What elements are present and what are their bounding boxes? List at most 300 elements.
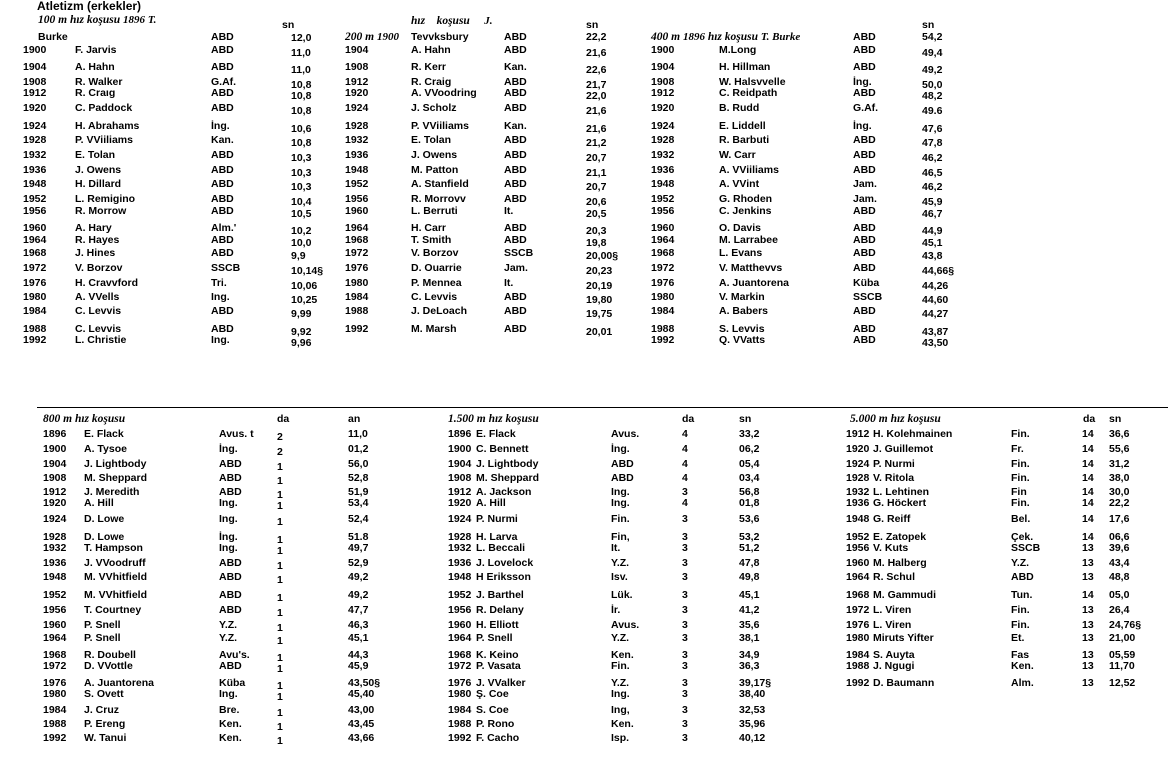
row-athlete: T. Hampson [84, 542, 143, 554]
row-athlete: G. Reiff [873, 513, 911, 525]
row-year: 1904 [345, 44, 369, 56]
row-seconds: 22,2 [1109, 497, 1130, 509]
row-minutes: 3 [682, 660, 688, 672]
row-year: 1968 [345, 234, 369, 246]
row-country: ABD [504, 87, 527, 99]
row-country: ABD [211, 149, 234, 161]
row-year: 1908 [651, 76, 675, 88]
row-athlete: E. Zatopek [873, 531, 927, 543]
row-country: ABD [853, 222, 876, 234]
row-country: Fin. [1011, 458, 1030, 470]
row-year: 1924 [345, 102, 369, 114]
row-year: 1924 [43, 513, 67, 525]
row-minutes: 1 [277, 574, 283, 586]
row-year: 1984 [651, 305, 675, 317]
row-year: 1956 [23, 205, 47, 217]
row-country: Ken. [611, 718, 634, 730]
row-athlete: V. Ritola [873, 472, 915, 484]
row-athlete: D. Lowe [84, 531, 125, 543]
first-value: 12,0 [291, 32, 312, 44]
row-country: G.Af. [853, 102, 879, 114]
row-athlete: H. Elliott [476, 619, 519, 631]
row-year: 1972 [43, 660, 67, 672]
row-country: Tun. [1011, 589, 1033, 601]
row-year: 1964 [846, 571, 870, 583]
row-athlete: A. Hill [84, 497, 114, 509]
row-year: 1932 [651, 149, 675, 161]
row-country: Alm. [1011, 677, 1034, 689]
row-time: 10,8 [291, 137, 312, 149]
row-country: ABD [219, 571, 242, 583]
row-time: 10,0 [291, 237, 312, 249]
row-time: 49,4 [922, 47, 943, 59]
first-country: ABD [504, 31, 527, 43]
row-minutes: 4 [682, 428, 688, 440]
row-country: Ing. [219, 688, 238, 700]
row-athlete: E. Flack [476, 428, 516, 440]
row-seconds: 52,8 [348, 472, 369, 484]
row-seconds: 51,2 [739, 542, 760, 554]
row-year: 1912 [448, 486, 472, 498]
row-athlete: E. Tolan [75, 149, 116, 161]
row-minutes: 1 [277, 707, 283, 719]
row-time: 45,1 [922, 237, 943, 249]
row-athlete: A. Juantorena [719, 277, 790, 289]
row-athlete: L. Evans [719, 247, 763, 259]
row-year: 1928 [345, 120, 369, 132]
row-minutes: 13 [1082, 571, 1094, 583]
row-country: ABD [504, 134, 527, 146]
row-time: 50,0 [922, 79, 943, 91]
section-heading-1500m: 1.500 m hız koşusu [448, 413, 539, 425]
row-athlete: P. Ereng [84, 718, 126, 730]
row-minutes: 3 [682, 571, 688, 583]
row-country: Ing, [611, 704, 630, 716]
row-athlete: D. Lowe [84, 513, 125, 525]
row-country: ABD [853, 44, 876, 56]
row-country: ABD [219, 486, 242, 498]
row-seconds: 38,0 [1109, 472, 1130, 484]
row-athlete: P. Snell [476, 632, 513, 644]
row-year: 1992 [23, 334, 47, 346]
row-minutes: 1 [277, 500, 283, 512]
row-athlete: Ş. Coe [476, 688, 509, 700]
row-seconds: 21,00 [1109, 632, 1136, 644]
unit-label-an: an [348, 413, 361, 425]
row-time: 20,7 [586, 181, 607, 193]
row-year: 1988 [43, 718, 67, 730]
row-athlete: M. Marsh [411, 323, 457, 335]
row-seconds: 49,8 [739, 571, 760, 583]
row-seconds: 36,3 [739, 660, 760, 672]
row-minutes: 1 [277, 691, 283, 703]
page-title: Atletizm (erkekler) [37, 0, 142, 13]
row-country: Jam. [853, 178, 877, 190]
row-country: Fin. [611, 513, 630, 525]
row-seconds: 35,6 [739, 619, 760, 631]
row-country: Avus. t [219, 428, 254, 440]
row-athlete: H. Dillard [75, 178, 122, 190]
row-year: 1968 [448, 649, 472, 661]
row-athlete: P. Mennea [411, 277, 462, 289]
row-seconds: 44,3 [348, 649, 369, 661]
row-year: 1924 [651, 120, 675, 132]
row-year: 1964 [23, 234, 47, 246]
row-time: 22,6 [586, 64, 607, 76]
row-minutes: 1 [277, 721, 283, 733]
row-seconds: 06,6 [1109, 531, 1130, 543]
row-seconds: 45,1 [348, 632, 369, 644]
row-country: It. [504, 277, 514, 289]
first-name-cont: Burke [38, 31, 68, 43]
row-country: Ken. [219, 732, 242, 744]
row-year: 1960 [43, 619, 67, 631]
row-year: 1952 [651, 193, 675, 205]
row-minutes: 14 [1082, 486, 1094, 498]
row-time: 20,3 [586, 225, 607, 237]
row-seconds: 05,4 [739, 458, 760, 470]
section-divider [37, 407, 1168, 408]
row-athlete: M. VVhitfield [84, 589, 147, 601]
row-year: 1948 [345, 164, 369, 176]
row-country: İng. [853, 76, 872, 88]
row-minutes: 3 [682, 688, 688, 700]
row-seconds: 52,9 [348, 557, 369, 569]
row-minutes: 3 [682, 604, 688, 616]
unit-label-sn: sn [1109, 413, 1122, 425]
heading-mid: hız [411, 15, 426, 27]
row-seconds: 52,4 [348, 513, 369, 525]
row-minutes: 1 [277, 516, 283, 528]
row-country: Ken. [1011, 660, 1034, 672]
row-country: Fin. [1011, 497, 1030, 509]
row-year: 1976 [345, 262, 369, 274]
row-time: 44,9 [922, 225, 943, 237]
row-athlete: C. Reidpath [719, 87, 778, 99]
row-country: ABD [211, 193, 234, 205]
row-athlete: L. Beccali [476, 542, 526, 554]
row-minutes: 13 [1082, 619, 1094, 631]
row-time: 46,7 [922, 208, 943, 220]
row-year: 1908 [43, 472, 67, 484]
row-seconds: 26,4 [1109, 604, 1130, 616]
row-country: İng. [219, 531, 238, 543]
row-country: ABD [611, 458, 634, 470]
row-country: ABD [211, 234, 234, 246]
heading-text: 400 m [651, 31, 681, 43]
row-seconds: 40,12 [739, 732, 766, 744]
row-athlete: L. Viren [873, 619, 912, 631]
row-time: 10,14§ [291, 265, 324, 277]
row-minutes: 13 [1082, 632, 1094, 644]
row-athlete: L. Viren [873, 604, 912, 616]
row-country: ABD [219, 557, 242, 569]
row-country: ABD [211, 87, 234, 99]
section-heading-800m: 800 m hız koşusu [43, 413, 126, 425]
row-time: 46,2 [922, 152, 943, 164]
row-year: 1904 [43, 458, 67, 470]
row-athlete: R. Delany [476, 604, 524, 616]
row-athlete: H. Hillman [719, 61, 771, 73]
row-year: 1948 [651, 178, 675, 190]
row-country: Fr. [1011, 443, 1024, 455]
row-athlete: M. Halberg [873, 557, 927, 569]
row-athlete: C. Levvis [75, 323, 122, 335]
row-country: ABD [219, 660, 242, 672]
row-year: 1968 [846, 589, 870, 601]
row-seconds: 53,6 [739, 513, 760, 525]
row-year: 1956 [345, 193, 369, 205]
row-year: 1904 [448, 458, 472, 470]
row-athlete: D. Baumann [873, 677, 935, 689]
row-country: SSCB [504, 247, 534, 259]
row-country: ABD [211, 61, 234, 73]
first-name: T. Burke [760, 31, 801, 43]
row-country: ABD [211, 247, 234, 259]
row-country: Bel. [1011, 513, 1031, 525]
row-athlete: S. Auyta [873, 649, 915, 661]
row-athlete: V. Matthevvs [719, 262, 783, 274]
row-year: 1980 [651, 291, 675, 303]
row-country: Ken. [611, 649, 634, 661]
row-year: 1992 [345, 323, 369, 335]
row-minutes: 1 [277, 475, 283, 487]
row-time: 10,8 [291, 79, 312, 91]
row-athlete: M. Sheppard [84, 472, 148, 484]
row-year: 1928 [23, 134, 47, 146]
row-seconds: 01,2 [348, 443, 369, 455]
row-athlete: J. Lovelock [476, 557, 534, 569]
row-seconds: 49,2 [348, 589, 369, 601]
row-country: ABD [504, 178, 527, 190]
row-minutes: 3 [682, 557, 688, 569]
row-year: 1932 [345, 134, 369, 146]
row-year: 1952 [43, 589, 67, 601]
row-athlete: C. Bennett [476, 443, 529, 455]
row-minutes: 14 [1082, 443, 1094, 455]
row-time: 10,06 [291, 280, 318, 292]
row-time: 48,2 [922, 90, 943, 102]
row-athlete: F. Jarvis [75, 44, 117, 56]
row-country: ABD [219, 472, 242, 484]
row-minutes: 4 [682, 472, 688, 484]
row-minutes: 3 [682, 718, 688, 730]
row-year: 1952 [448, 589, 472, 601]
row-country: ABD [211, 44, 234, 56]
row-athlete: D. Ouarrie [411, 262, 462, 274]
row-minutes: 3 [682, 531, 688, 543]
row-seconds: 24,76§ [1109, 619, 1142, 631]
row-time: 11,0 [291, 47, 311, 59]
row-minutes: 1 [277, 680, 283, 692]
unit-label-da: da [682, 413, 695, 425]
row-country: ABD [504, 102, 527, 114]
row-minutes: 1 [277, 461, 283, 473]
row-year: 1920 [43, 497, 67, 509]
row-athlete: R. Doubell [84, 649, 136, 661]
row-year: 1904 [651, 61, 675, 73]
row-time: 44,27 [922, 308, 949, 320]
row-athlete: S. Coe [476, 704, 509, 716]
row-minutes: 1 [277, 652, 283, 664]
row-country: ABD [504, 149, 527, 161]
section-heading-100m [38, 14, 156, 26]
row-year: 1984 [846, 649, 870, 661]
row-time: 20,7 [586, 152, 607, 164]
row-country: ABD [853, 247, 876, 259]
row-year: 1900 [651, 44, 675, 56]
row-time: 43,8 [922, 250, 943, 262]
row-seconds: 39,6 [1109, 542, 1130, 554]
row-athlete: A. Hahn [411, 44, 451, 56]
row-athlete: S. Levvis [719, 323, 765, 335]
first-value: 54,2 [922, 31, 943, 43]
row-country: Kan. [504, 61, 527, 73]
row-year: 1956 [448, 604, 472, 616]
row-athlete: V. Borzov [75, 262, 123, 274]
row-seconds: 35,96 [739, 718, 766, 730]
row-year: 1936 [448, 557, 472, 569]
row-minutes: 4 [682, 443, 688, 455]
row-year: 1952 [345, 178, 369, 190]
row-athlete: R. Kerr [411, 61, 447, 73]
row-year: 1976 [846, 619, 870, 631]
heading-mid: hız koşusu [707, 31, 759, 43]
row-year: 1960 [448, 619, 472, 631]
row-athlete: J. DeLoach [411, 305, 468, 317]
row-athlete: W. Carr [719, 149, 756, 161]
unit-label: sn [586, 19, 599, 31]
row-minutes: 1 [277, 592, 283, 604]
row-athlete: G. Rhoden [719, 193, 773, 205]
row-year: 1936 [23, 164, 47, 176]
row-athlete: R. Craig [411, 76, 452, 88]
row-time: 21,7 [586, 79, 607, 91]
row-year: 1936 [846, 497, 870, 509]
row-athlete: J. Cruz [84, 704, 120, 716]
row-country: ABD [211, 305, 234, 317]
row-athlete: W. Tanui [84, 732, 127, 744]
row-athlete: E. Liddell [719, 120, 766, 132]
row-athlete: P. Snell [84, 632, 121, 644]
row-country: ABD [853, 334, 876, 346]
row-year: 1988 [651, 323, 675, 335]
row-year: 1936 [345, 149, 369, 161]
row-year: 1952 [846, 531, 870, 543]
row-country: Fas [1011, 649, 1030, 661]
row-country: Ing. [211, 291, 230, 303]
row-country: ABD [219, 604, 242, 616]
row-country: Fin. [1011, 428, 1030, 440]
heading-mid2: koşusu [436, 15, 470, 27]
row-athlete: R. Morrovv [411, 193, 466, 205]
row-country: ABD [211, 323, 234, 335]
row-time: 20,6 [586, 196, 607, 208]
row-country: ABD [1011, 571, 1034, 583]
row-athlete: L. Lehtinen [873, 486, 929, 498]
first-value: 22,2 [586, 31, 607, 43]
row-country: ABD [853, 149, 876, 161]
row-athlete: M. Gammudi [873, 589, 937, 601]
row-time: 44,66§ [922, 265, 955, 277]
row-country: ABD [211, 178, 234, 190]
row-year: 1976 [23, 277, 47, 289]
row-minutes: 1 [277, 489, 283, 501]
row-seconds: 43,50§ [348, 677, 381, 689]
row-minutes: 2 [277, 446, 283, 458]
row-athlete: H. Larva [476, 531, 518, 543]
row-seconds: 55,6 [1109, 443, 1130, 455]
row-minutes: 14 [1082, 472, 1094, 484]
row-athlete: J. Barthel [476, 589, 524, 601]
row-country: ABD [219, 458, 242, 470]
row-time: 46,2 [922, 181, 943, 193]
row-athlete: A. Jackson [476, 486, 532, 498]
row-athlete: P. Vasata [476, 660, 521, 672]
row-year: 1976 [651, 277, 675, 289]
row-seconds: 39,17§ [739, 677, 772, 689]
row-year: 1900 [23, 44, 47, 56]
row-minutes: 14 [1082, 497, 1094, 509]
heading-text: 200 m [345, 31, 375, 43]
row-year: 1968 [651, 247, 675, 259]
row-year: 1912 [651, 87, 675, 99]
row-country: Isv. [611, 571, 628, 583]
row-time: 49,2 [922, 64, 943, 76]
row-athlete: A. Stanfield [411, 178, 469, 190]
row-time: 10,25 [291, 294, 318, 306]
row-seconds: 38,40 [739, 688, 766, 700]
row-athlete: P. Nurmi [476, 513, 518, 525]
row-minutes: 1 [277, 622, 283, 634]
row-time: 19,80 [586, 294, 613, 306]
row-country: ABD [853, 234, 876, 246]
section-heading-400m [651, 31, 800, 43]
row-seconds: 41,2 [739, 604, 760, 616]
row-seconds: 43,45 [348, 718, 375, 730]
row-athlete: P. Nurmi [873, 458, 915, 470]
row-minutes: 3 [682, 704, 688, 716]
row-time: 46,5 [922, 167, 943, 179]
row-year: 1948 [23, 178, 47, 190]
row-athlete: J. Lightbody [84, 458, 147, 470]
row-country: İr. [611, 604, 621, 616]
row-year: 1988 [846, 660, 870, 672]
row-year: 1960 [846, 557, 870, 569]
row-athlete: M. Patton [411, 164, 459, 176]
row-seconds: 30,0 [1109, 486, 1130, 498]
row-athlete: T. Courtney [84, 604, 142, 616]
unit-label: sn [922, 19, 935, 31]
row-year: 1908 [345, 61, 369, 73]
row-athlete: J. Hines [75, 247, 116, 259]
row-seconds: 01,8 [739, 497, 760, 509]
row-minutes: 14 [1082, 589, 1094, 601]
row-year: 1972 [846, 604, 870, 616]
row-year: 1920 [846, 443, 870, 455]
row-time: 20,00§ [586, 250, 619, 262]
row-year: 1992 [651, 334, 675, 346]
row-seconds: 33,2 [739, 428, 760, 440]
row-year: 1952 [23, 193, 47, 205]
row-time: 21,6 [586, 123, 607, 135]
row-seconds: 53,4 [348, 497, 369, 509]
row-athlete: A. VVells [75, 291, 120, 303]
row-time: 22,0 [586, 90, 607, 102]
row-country: Ing. [611, 497, 630, 509]
first-country: ABD [211, 31, 234, 43]
row-year: 1900 [448, 443, 472, 455]
